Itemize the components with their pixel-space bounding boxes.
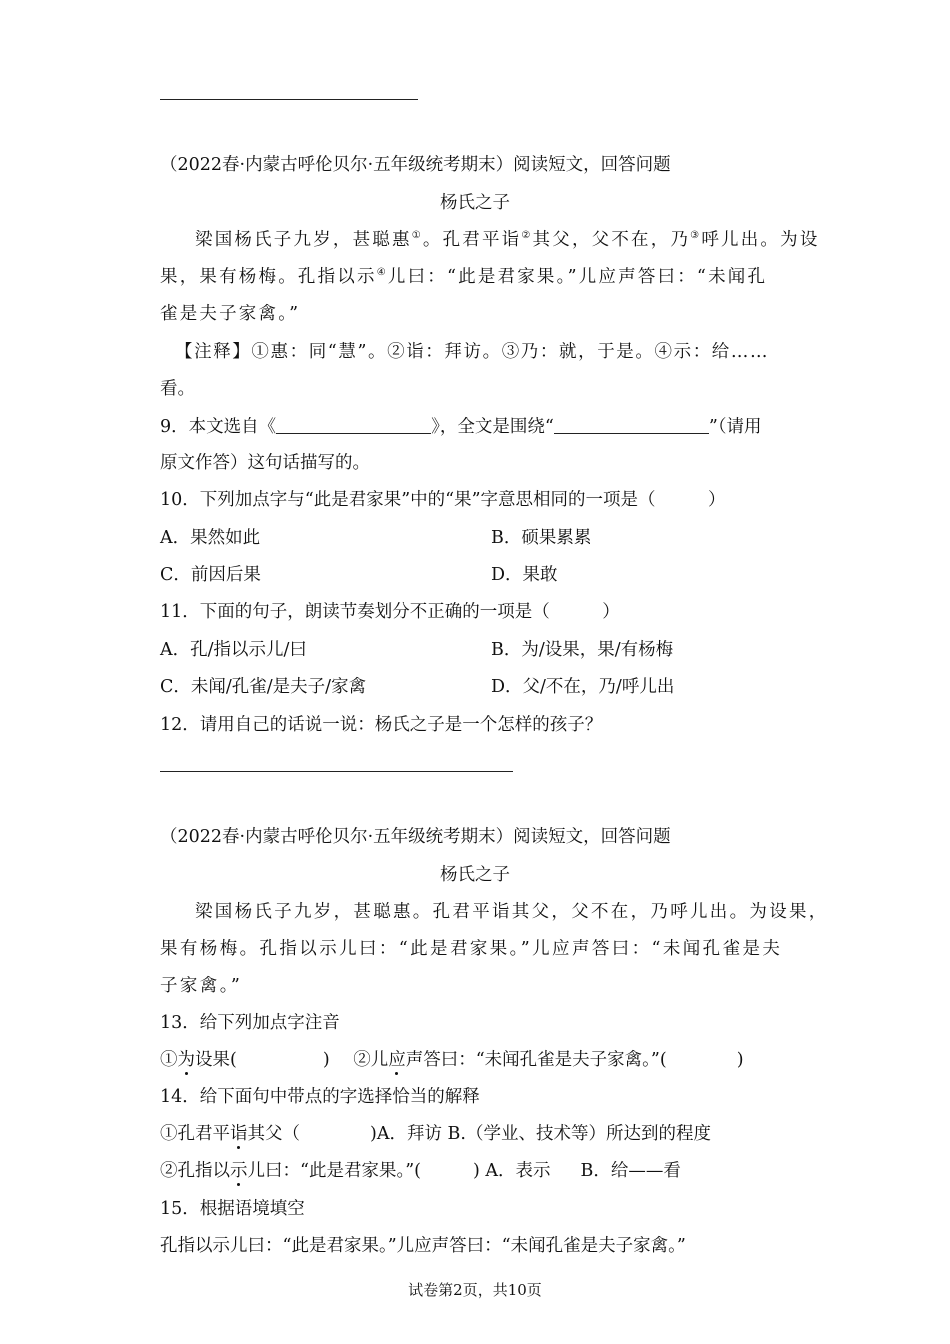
passage-line: 梁国杨氏子九岁，甚聪惠①。孔君平诣②其父，父不在，乃③呼儿出。为设 <box>195 230 820 250</box>
question-11: 11．下面的句子，朗读节奏划分不正确的一项是（ ） <box>160 602 620 622</box>
question-15-text: 孔指以示儿曰：“此是君家果。”儿应声答曰：“未闻孔雀是夫子家禽。” <box>160 1236 686 1256</box>
question-10: 10．下列加点字与“此是君家果”中的“果”字意思相同的一项是（ ） <box>160 490 726 510</box>
passage-title: 杨氏之子 <box>440 193 510 213</box>
question-9-cont: 原文作答）这句话描写的。 <box>160 453 370 473</box>
option-b[interactable]: B．硕果累累 <box>491 528 592 548</box>
source-line: （2022春·内蒙古呼伦贝尔·五年级统考期末）阅读短文，回答问题 <box>160 155 671 175</box>
passage-title: 杨氏之子 <box>440 865 510 885</box>
option-a[interactable]: A．果然如此 <box>160 528 261 548</box>
passage-line: 雀是夫子家禽。” <box>160 304 301 324</box>
annotation: 看。 <box>160 379 195 399</box>
dotted-char: 诣 <box>230 1124 248 1144</box>
source-line: （2022春·内蒙古呼伦贝尔·五年级统考期末）阅读短文，回答问题 <box>160 827 671 847</box>
option-d[interactable]: D．果敢 <box>491 565 558 585</box>
question-13-items: ①为设果( ) ②儿应声答曰：“未闻孔雀是夫子家禽。”( ) <box>160 1050 744 1070</box>
blank-field[interactable] <box>276 418 431 434</box>
question-14-item-2: ②孔指以示儿曰：“此是君家果。”( ) A．表示 B．给——看 <box>160 1161 681 1181</box>
dotted-char: 示 <box>230 1161 248 1181</box>
question-14: 14．给下面句中带点的字选择恰当的解释 <box>160 1087 480 1107</box>
page-footer: 试卷第2页，共10页 <box>408 1281 542 1299</box>
passage-line: 果有杨梅。孔指以示儿曰：“此是君家果。”儿应声答曰：“未闻孔雀是夫 <box>160 939 783 959</box>
option-b[interactable]: B．为/设果，果/有杨梅 <box>491 640 674 660</box>
option-c[interactable]: C．未闻/孔雀/是夫子/家禽 <box>160 677 367 697</box>
question-9: 9．本文选自《 》，全文是围绕“ ”（请用 <box>160 417 762 437</box>
question-12: 12．请用自己的话说一说：杨氏之子是一个怎样的孩子？ <box>160 715 603 735</box>
passage-line: 果，果有杨梅。孔指以示④儿曰：“此是君家果。”儿应声答曰：“未闻孔 <box>160 267 768 287</box>
question-14-item-1: ①孔君平诣其父（ )A．拜访 B.（学业、技术等）所达到的程度 <box>160 1124 711 1144</box>
dotted-char: 应 <box>388 1050 406 1070</box>
answer-line <box>160 99 418 100</box>
dotted-char: 为 <box>177 1050 195 1070</box>
answer-line[interactable] <box>160 771 513 772</box>
passage-line: 子家禽。” <box>160 976 243 996</box>
blank-field[interactable] <box>554 418 709 434</box>
option-a[interactable]: A．孔/指以示儿/曰 <box>160 640 307 660</box>
question-15: 15．根据语境填空 <box>160 1199 305 1219</box>
question-13: 13．给下列加点字注音 <box>160 1013 340 1033</box>
option-c[interactable]: C．前因后果 <box>160 565 261 585</box>
passage-line: 梁国杨氏子九岁，甚聪惠。孔君平诣其父，父不在，乃呼儿出。为设果， <box>195 902 829 922</box>
annotation: 【注释】①惠：同“慧”。②诣：拜访。③乃：就，于是。④示：给…… <box>175 342 770 362</box>
option-d[interactable]: D．父/不在，乃/呼儿出 <box>491 677 675 697</box>
